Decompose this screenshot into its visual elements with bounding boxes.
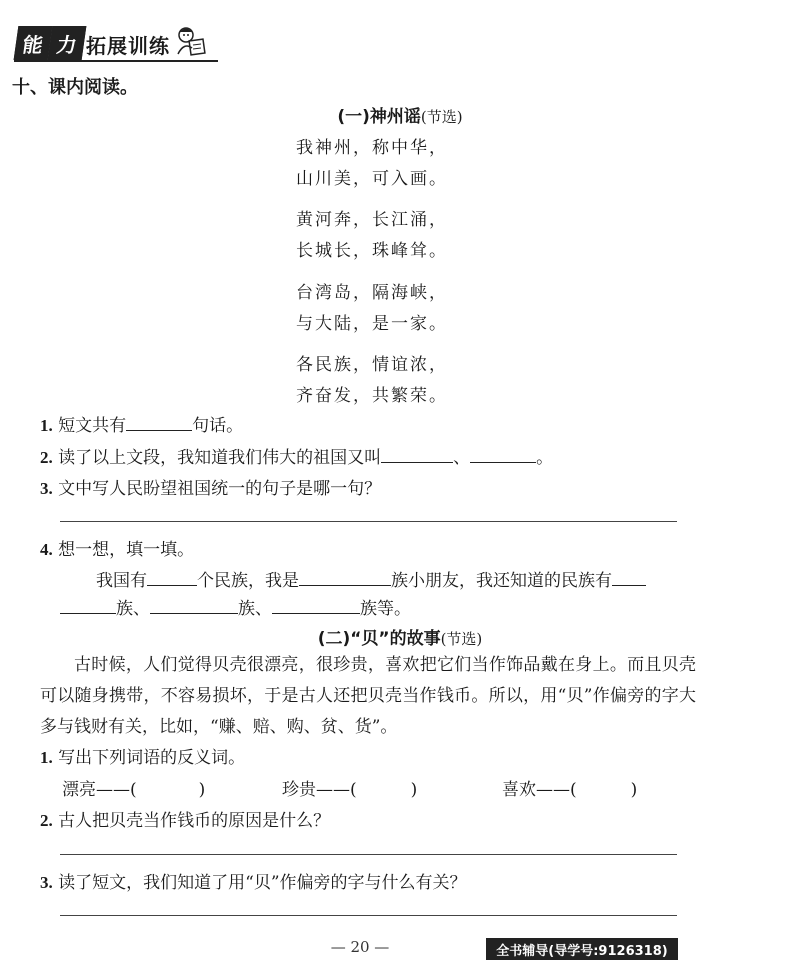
story-title-text: (二)“贝”的故事 <box>317 629 441 649</box>
answer-blank[interactable] <box>299 567 391 586</box>
page-number: — 20 — <box>330 938 390 956</box>
question-text: 我国有 <box>96 571 147 591</box>
poem-line: 齐奋发，共繁荣。 <box>296 386 448 406</box>
question-text: 读了以上文段，我知道我们伟大的祖国又叫 <box>58 448 382 468</box>
question-text: 文中写人民盼望祖国统一的句子是哪一句？ <box>58 479 382 499</box>
answer-blank[interactable] <box>470 444 536 463</box>
antonym-close: ) <box>410 780 418 800</box>
answer-blank[interactable] <box>612 567 646 586</box>
poem-line: 长城长，珠峰耸。 <box>296 241 448 261</box>
question-text: 读了短文，我们知道了用“贝”作偏旁的字与什么有关？ <box>58 873 467 893</box>
question-4 <box>40 535 194 560</box>
question-text: 个民族，我是 <box>197 571 299 591</box>
answer-blank[interactable] <box>147 567 197 586</box>
answer-blank[interactable] <box>60 595 116 614</box>
story-question-3 <box>40 868 467 893</box>
question-text: 。 <box>536 448 554 468</box>
question-number: 2. <box>40 448 53 467</box>
antonym-prompt: 珍贵——( <box>282 780 357 800</box>
poem-line: 黄河奔，长江涌， <box>296 210 448 230</box>
question-number: 2. <box>40 811 53 830</box>
answer-blank[interactable] <box>150 595 238 614</box>
answer-line[interactable] <box>60 854 677 855</box>
answer-line[interactable] <box>60 915 677 916</box>
question-2 <box>40 443 553 468</box>
answer-blank[interactable] <box>272 595 360 614</box>
guide-badge: 全书辅导(导学号:9126318) <box>486 938 678 960</box>
antonym-close: ) <box>630 780 638 800</box>
section-header <box>12 22 212 62</box>
poem-title <box>0 102 800 127</box>
cartoon-reader-icon <box>172 24 208 58</box>
header-underline <box>14 60 218 62</box>
poem-title-note: (节选) <box>420 108 463 126</box>
story-title <box>0 624 800 649</box>
question-text: 族等。 <box>360 599 411 619</box>
antonym-close: ) <box>198 780 206 800</box>
section-title: 十、课内阅读。 <box>12 77 138 98</box>
story-paragraph: 古时候，人们觉得贝壳很漂亮，很珍贵，喜欢把它们当作饰品戴在身上。而且贝壳可以随身携带，不容易损坏，于是古人还把贝壳当作钱币。所以，用“贝”作偏旁的字大多与钱财有关，比如，“赚、赔、购、贫、货”。 <box>40 655 696 737</box>
poem-line: 各民族，情谊浓， <box>296 355 448 375</box>
question-number: 1. <box>40 416 53 435</box>
header-title: 拓展训练 <box>86 34 170 58</box>
question-text: 族、 <box>116 599 150 619</box>
poem-line: 台湾岛，隔海峡， <box>296 283 448 303</box>
poem-line: 山川美，可入画。 <box>296 169 448 189</box>
header-char-box-1: 能 <box>14 26 53 60</box>
question-number: 1. <box>40 748 53 767</box>
question-text: 族小朋友，我还知道的民族有 <box>391 571 612 591</box>
antonym-prompt: 喜欢——( <box>502 780 577 800</box>
story-title-note: (节选) <box>440 630 483 648</box>
question-text: 古人把贝壳当作钱币的原因是什么？ <box>58 811 331 831</box>
question-separator: 、 <box>453 448 471 468</box>
antonym-item-1 <box>62 775 205 800</box>
answer-line[interactable] <box>60 521 677 522</box>
question-text: 短文共有 <box>58 416 127 436</box>
question-4-line-1 <box>96 566 646 591</box>
question-text: 想一想，填一填。 <box>58 540 195 560</box>
poem-line: 我神州，称中华， <box>296 138 448 158</box>
question-3 <box>40 474 381 499</box>
question-1 <box>40 411 243 436</box>
antonym-item-3 <box>502 775 637 800</box>
question-number: 3. <box>40 479 53 498</box>
antonym-item-2 <box>282 775 417 800</box>
story-question-2 <box>40 806 330 831</box>
header-char-box-2: 力 <box>48 26 87 60</box>
question-number: 4. <box>40 540 53 559</box>
question-text: 句话。 <box>192 416 244 436</box>
poem-line: 与大陆，是一家。 <box>296 314 448 334</box>
answer-blank[interactable] <box>381 444 453 463</box>
poem-title-text: (一)神州谣 <box>337 107 421 127</box>
question-4-line-2 <box>60 594 411 619</box>
antonym-prompt: 漂亮——( <box>62 780 137 800</box>
answer-blank[interactable] <box>126 412 192 431</box>
question-text: 族、 <box>238 599 272 619</box>
question-text: 写出下列词语的反义词。 <box>58 748 246 768</box>
question-number: 3. <box>40 873 53 892</box>
story-question-1 <box>40 743 245 768</box>
